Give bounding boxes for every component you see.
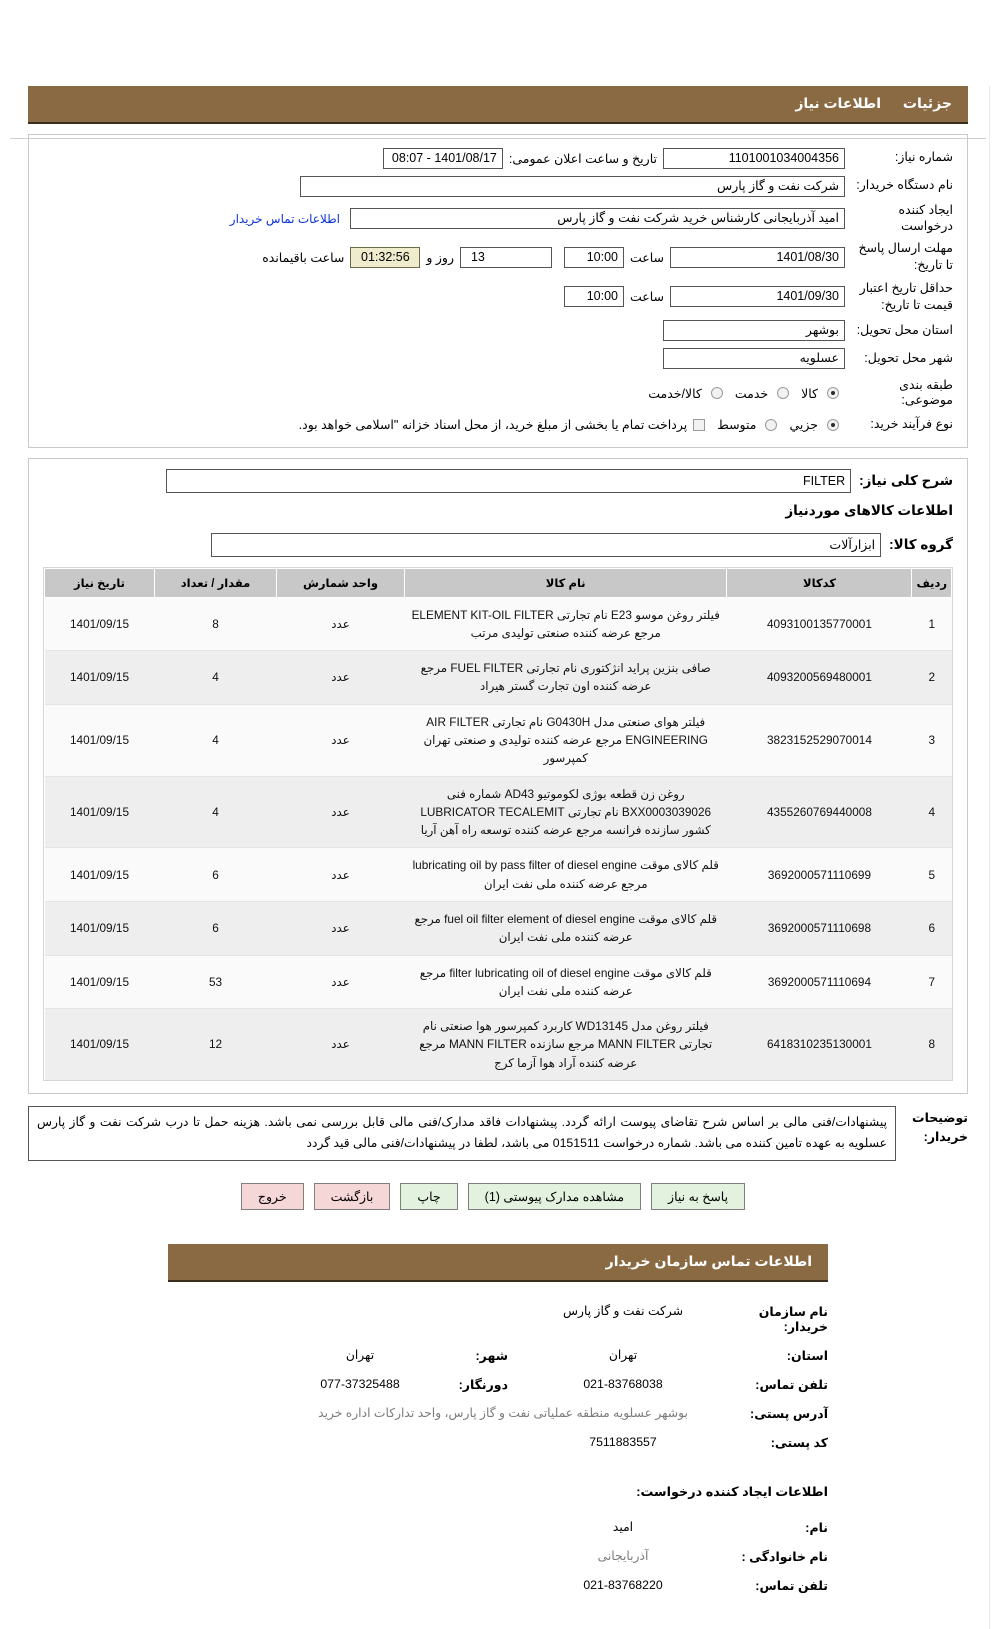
need-info-header [28, 86, 968, 124]
cell-radif: 8 [912, 1009, 952, 1080]
buyer-notes-label: توضیحات خریدار: [912, 1110, 968, 1144]
row-classification [43, 378, 953, 409]
classification-option-2: کالا/خدمت [648, 386, 702, 401]
cell-date: 1401/09/15 [45, 597, 155, 651]
announce-value: 1401/08/17 - 08:07 [383, 148, 503, 169]
table-row [45, 597, 952, 651]
validity-hour: 10:00 [564, 286, 624, 307]
cell-name: قلم کالای موقت fuel oil filter element of diesel engine مرجع عرضه کننده ملی نفت ایران [405, 902, 727, 956]
treasury-note: پرداخت تمام یا بخشی از مبلغ خرید، از محل اسناد خزانه "اسلامی خواهد بود. [298, 418, 688, 433]
contact-header-title: اطلاعات تماس سازمان خریدار [605, 1253, 812, 1269]
countdown-label: ساعت باقیمانده [262, 250, 345, 265]
contact-city-label: شهر: [475, 1349, 508, 1363]
countdown-timer: 01:32:56 [350, 247, 420, 268]
col-header-code: کدکالا [727, 568, 912, 597]
page-edge-line [989, 86, 990, 1629]
cell-name: فیلتر روغن موسو E23 نام تجارتی ELEMENT KIT-OIL FILTER مرجع عرضه کننده صنعتی تولیدی مرتب [405, 597, 727, 651]
items-table-head [45, 568, 952, 597]
contact-row-phone [168, 1377, 828, 1392]
radio-classification-kala-khedmat[interactable] [711, 387, 723, 399]
radio-process-jozei[interactable] [827, 419, 839, 431]
action-button-bar [0, 1183, 996, 1210]
table-row [45, 704, 952, 776]
cell-date: 1401/09/15 [45, 704, 155, 776]
cell-name: صافی بنزین پراید انژکتوری نام تجارتی FUEL FILTER مرجع عرضه کننده اون تجارت گستر هیراد [405, 651, 727, 705]
buyer-org-label: نام دستگاه خریدار: [856, 178, 953, 193]
buyer-notes-text: پیشنهادات/فنی مالی بر اساس شرح تقاضای پیوست ارائه گردد. پیشنهادات فاقد مدارک/فنی مالی قابل بررسی نمی باشد. هزینه حمل تا درب شرکت نفت و گاز پارس عسلویه به عهده تامین کننده می باشد. شماره درخواست 0151511 می باشد، لطفا در پیشنهادات/فنی مالی قید گردد [28, 1106, 896, 1161]
table-row [45, 955, 952, 1009]
province-value: بوشهر [663, 320, 845, 341]
col-header-unit: واحد شمارش [277, 568, 405, 597]
province-label: استان محل تحویل: [856, 322, 953, 337]
cell-radif: 5 [912, 848, 952, 902]
validity-hour-label: ساعت [629, 290, 664, 305]
city-label: شهر محل تحویل: [864, 350, 953, 365]
cell-code: 3823152529070014 [727, 704, 912, 776]
contact-phone-label: تلفن تماس: [755, 1378, 828, 1392]
deadline-hour-label: ساعت [629, 250, 664, 265]
contact-org-value: شرکت نفت و گاز پارس [563, 1304, 683, 1318]
contact-address-value: بوشهر عسلویه منطقه عملیاتی نفت و گاز پارس، واحد تدارکات اداره خرید [318, 1406, 688, 1420]
table-row [45, 1009, 952, 1080]
creator-label: ایجاد کننده درخواست [898, 203, 953, 233]
creator-first-name-label: نام: [805, 1521, 828, 1535]
classification-option-0: کالا [801, 386, 818, 401]
cell-unit: عدد [277, 848, 405, 902]
cell-date: 1401/09/15 [45, 955, 155, 1009]
goods-group-label: گروه کالا: [889, 536, 953, 552]
radio-process-motevaset[interactable] [765, 419, 777, 431]
row-deadline [43, 240, 953, 274]
cell-radif: 6 [912, 902, 952, 956]
col-header-date: تاریخ نیاز [45, 568, 155, 597]
cell-qty: 6 [155, 848, 277, 902]
cell-radif: 3 [912, 704, 952, 776]
cell-radif: 7 [912, 955, 952, 1009]
buyer-contact-link[interactable]: اطلاعات تماس خریدار [229, 211, 340, 226]
col-header-name: نام کالا [405, 568, 727, 597]
general-description-label: شرح کلی نیاز: [859, 472, 953, 488]
cell-radif: 4 [912, 776, 952, 848]
contact-row-postal [168, 1435, 828, 1450]
row-city [43, 348, 953, 370]
cell-qty: 4 [155, 704, 277, 776]
creator-body [168, 1520, 828, 1593]
contact-province-value: تهران [608, 1348, 638, 1362]
contact-postal-label: کد پستی: [770, 1436, 828, 1450]
cell-date: 1401/09/15 [45, 651, 155, 705]
need-info-title: اطلاعات نیاز [795, 95, 881, 111]
need-number-label: شماره نیاز: [894, 150, 953, 165]
contact-postal-value: 7511883557 [589, 1435, 657, 1449]
cell-qty: 8 [155, 597, 277, 651]
need-number-value: 1101001034004356 [663, 148, 845, 169]
contact-row-address [168, 1406, 828, 1421]
city-value: عسلویه [663, 348, 845, 369]
cell-unit: عدد [277, 955, 405, 1009]
creator-value: امید آذربایجانی کارشناس خرید شرکت نفت و گاز پارس [350, 208, 845, 229]
cell-code: 3692000571110698 [727, 902, 912, 956]
row-process [43, 417, 953, 433]
contact-row-org [168, 1304, 828, 1334]
radio-classification-khedmat[interactable] [777, 387, 789, 399]
cell-name: قلم کالای موقت filter lubricating oil of diesel engine مرجع عرضه کننده ملی نفت ایران [405, 955, 727, 1009]
cell-date: 1401/09/15 [45, 848, 155, 902]
deadline-hour: 10:00 [564, 247, 624, 268]
deadline-date: 1401/08/30 [670, 247, 845, 268]
cell-qty: 6 [155, 902, 277, 956]
items-table-wrap [43, 567, 953, 1081]
need-details-panel [28, 134, 968, 448]
checkbox-treasury-docs[interactable] [693, 419, 705, 431]
process-option-1: متوسط [717, 418, 757, 433]
contact-fax-value: 077-37325488 [320, 1377, 400, 1391]
goods-info-heading: اطلاعات کالاهای موردنیاز [785, 502, 953, 518]
cell-unit: عدد [277, 704, 405, 776]
row-province [43, 320, 953, 342]
action-button-4[interactable]: بازگشت [314, 1183, 391, 1210]
validity-label: حداقل تاریخ اعتبار قیمت تا تاریخ: [859, 281, 953, 312]
cell-name: قلم کالای موقت lubricating oil by pass filter of diesel engine مرجع عرضه کننده ملی نفت ایران [405, 848, 727, 902]
action-button-2[interactable]: مشاهده مدارک پیوستی (1) [468, 1183, 641, 1210]
row-general-description [43, 469, 953, 493]
contact-header-wrap [168, 1244, 828, 1282]
contact-province-label: استان: [786, 1349, 828, 1363]
cell-qty: 4 [155, 651, 277, 705]
contact-org-label: نام سازمان خریدار: [758, 1305, 828, 1334]
col-header-qty: مقدار / تعداد [155, 568, 277, 597]
contact-header [168, 1244, 828, 1282]
items-header-row [45, 568, 952, 597]
validity-date: 1401/09/30 [670, 286, 845, 307]
radio-classification-kala[interactable] [827, 387, 839, 399]
creator-last-name-value: آذربایجانی [597, 1549, 649, 1563]
cell-date: 1401/09/15 [45, 1009, 155, 1080]
cell-unit: عدد [277, 902, 405, 956]
cell-qty: 12 [155, 1009, 277, 1080]
cell-code: 4093100135770001 [727, 597, 912, 651]
contact-address-label: آدرس پستی: [750, 1407, 828, 1421]
page-root [0, 86, 996, 1593]
cell-name: فیلتر روغن مدل WD13145 کاربرد کمپرسور هوا صنعتی نام تجارتی MANN FILTER مرجع سازنده MANN FILTER مرجع عرضه کننده آراد هوا آزما کرج [405, 1009, 727, 1080]
days-label: روز و [426, 250, 454, 265]
cell-qty: 53 [155, 955, 277, 1009]
contact-phone-value: 021-83768038 [583, 1377, 663, 1391]
goods-group-value: ابزارآلات [211, 533, 881, 557]
table-row [45, 651, 952, 705]
row-validity [43, 280, 953, 314]
action-button-1[interactable]: پاسخ به نیاز [651, 1183, 745, 1210]
contact-city-value: تهران [345, 1348, 375, 1362]
need-info-header-wrap [28, 86, 968, 124]
cell-unit: عدد [277, 776, 405, 848]
contact-body [168, 1304, 828, 1450]
creator-phone-value: 021-83768220 [583, 1578, 663, 1592]
goods-panel [28, 458, 968, 1094]
general-description-value: FILTER [166, 469, 851, 493]
classification-label: طبقه بندی موضوعی: [899, 377, 953, 408]
row-buyer-org [43, 175, 953, 197]
creator-row-first-name [168, 1520, 828, 1535]
cell-radif: 1 [912, 597, 952, 651]
classification-option-1: خدمت [734, 386, 769, 401]
creator-last-name-label: نام خانوادگی : [741, 1550, 828, 1564]
process-option-0: جزيي [789, 418, 818, 433]
cell-date: 1401/09/15 [45, 776, 155, 848]
deadline-label: مهلت ارسال پاسخ تا تاریخ: [858, 241, 953, 273]
cell-code: 3692000571110699 [727, 848, 912, 902]
cell-qty: 4 [155, 776, 277, 848]
cell-unit: عدد [277, 651, 405, 705]
buyer-notes-wrap [28, 1106, 968, 1161]
buyer-org-value: شرکت نفت و گاز پارس [300, 176, 845, 197]
cell-code: 3692000571110694 [727, 955, 912, 1009]
days-remaining: 13 [460, 247, 552, 268]
top-divider [10, 138, 986, 139]
table-row [45, 848, 952, 902]
items-table-body [45, 597, 952, 1080]
cell-code: 4093200569480001 [727, 651, 912, 705]
cell-name: فیلتر هوای صنعتی مدل G0430H نام تجارتی AIR FILTER ENGINEERING مرجع عرضه کننده تولیدی و صنعتی تهران کمپرسور [405, 704, 727, 776]
action-button-5[interactable]: خروج [241, 1183, 304, 1210]
action-button-3[interactable]: چاپ [400, 1183, 457, 1210]
creator-heading: اطلاعات ایجاد کننده درخواست: [636, 1484, 828, 1499]
contact-row-location [168, 1348, 828, 1363]
creator-row-last-name [168, 1549, 828, 1564]
row-creator [43, 203, 953, 234]
row-goods-group [43, 533, 953, 557]
cell-code: 6418310235130001 [727, 1009, 912, 1080]
process-label: نوع فرآیند خرید: [870, 417, 953, 431]
announce-label: تاریخ و ساعت اعلان عمومی: [508, 151, 657, 166]
cell-date: 1401/09/15 [45, 902, 155, 956]
creator-row-phone [168, 1578, 828, 1593]
need-info-subtitle: جزئیات [902, 95, 952, 111]
cell-unit: عدد [277, 597, 405, 651]
creator-first-name-value: امید [612, 1520, 634, 1534]
col-header-radif: ردیف [912, 568, 952, 597]
table-row [45, 776, 952, 848]
creator-phone-label: تلفن تماس: [755, 1579, 828, 1593]
items-table [44, 568, 952, 1080]
cell-radif: 2 [912, 651, 952, 705]
cell-name: روغن زن قطعه بوژی لکوموتیو AD43 شماره فنی BXX0003039026 نام تجارتی LUBRICATOR TECALEMIT کشور سازنده فرانسه مرجع عرضه کننده توسعه راه آهن آریا [405, 776, 727, 848]
table-row [45, 902, 952, 956]
row-need-number [43, 147, 953, 169]
cell-unit: عدد [277, 1009, 405, 1080]
contact-fax-label: دورنگار: [458, 1378, 508, 1392]
cell-code: 4355260769440008 [727, 776, 912, 848]
